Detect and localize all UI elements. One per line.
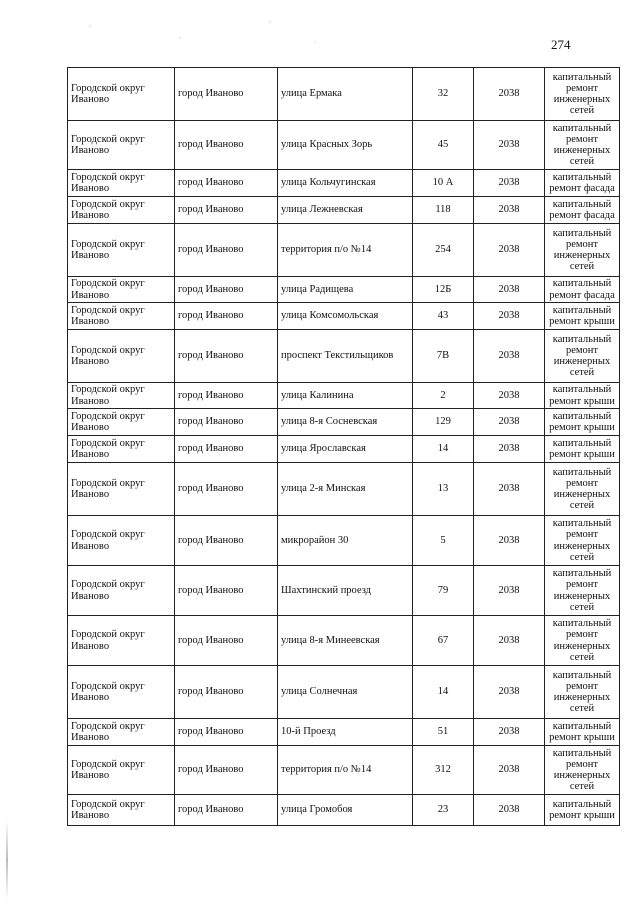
cell-house-number: 79 (413, 566, 474, 616)
cell-city: город Иваново (175, 224, 278, 277)
cell-municipality: Городской округ Иваново (68, 746, 175, 795)
cell-street: улица 8-я Минеевская (278, 616, 413, 666)
cell-municipality: Городской округ Иваново (68, 566, 175, 616)
cell-house-number: 51 (413, 719, 474, 746)
cell-work-type: капитальный ремонт инженерных сетей (545, 68, 620, 121)
table-row (68, 463, 620, 516)
cell-municipality: Городской округ Иваново (68, 121, 175, 170)
cell-street: улица Калинина (278, 383, 413, 409)
table-row (68, 616, 620, 666)
cell-street: Шахтинский проезд (278, 566, 413, 616)
cell-work-type: капитальный ремонт фасада (545, 277, 620, 303)
cell-street: улица Красных Зорь (278, 121, 413, 170)
cell-work-type: капитальный ремонт крыши (545, 719, 620, 746)
cell-municipality: Городской округ Иваново (68, 516, 175, 566)
cell-work-type: капитальный ремонт инженерных сетей (545, 516, 620, 566)
table-row (68, 666, 620, 719)
cell-street: улица Кольчугинская (278, 170, 413, 197)
cell-street: улица 8-я Сосневская (278, 409, 413, 436)
cell-year: 2038 (474, 68, 545, 121)
cell-street: улица Комсомольская (278, 303, 413, 330)
scan-artifact (60, 14, 360, 54)
cell-street: улица Ярославская (278, 436, 413, 463)
cell-year: 2038 (474, 436, 545, 463)
cell-work-type: капитальный ремонт крыши (545, 303, 620, 330)
cell-work-type: капитальный ремонт инженерных сетей (545, 121, 620, 170)
cell-year: 2038 (474, 719, 545, 746)
cell-city: город Иваново (175, 516, 278, 566)
cell-city: город Иваново (175, 746, 278, 795)
cell-city: город Иваново (175, 666, 278, 719)
cell-house-number: 5 (413, 516, 474, 566)
cell-house-number: 14 (413, 436, 474, 463)
cell-street: улица Ермака (278, 68, 413, 121)
table-row (68, 197, 620, 224)
cell-municipality: Городской округ Иваново (68, 383, 175, 409)
cell-municipality: Городской округ Иваново (68, 463, 175, 516)
cell-year: 2038 (474, 197, 545, 224)
cell-street: улица Солнечная (278, 666, 413, 719)
cell-work-type: капитальный ремонт инженерных сетей (545, 746, 620, 795)
cell-work-type: капитальный ремонт фасада (545, 170, 620, 197)
cell-house-number: 45 (413, 121, 474, 170)
cell-municipality: Городской округ Иваново (68, 330, 175, 383)
repair-schedule-table (67, 67, 620, 826)
cell-work-type: капитальный ремонт крыши (545, 409, 620, 436)
cell-work-type: капитальный ремонт инженерных сетей (545, 566, 620, 616)
cell-municipality: Городской округ Иваново (68, 224, 175, 277)
cell-municipality: Городской округ Иваново (68, 719, 175, 746)
cell-municipality: Городской округ Иваново (68, 170, 175, 197)
table-row (68, 746, 620, 795)
cell-city: город Иваново (175, 330, 278, 383)
cell-city: город Иваново (175, 68, 278, 121)
cell-city: город Иваново (175, 121, 278, 170)
cell-city: город Иваново (175, 566, 278, 616)
cell-city: город Иваново (175, 383, 278, 409)
cell-house-number: 118 (413, 197, 474, 224)
cell-street: улица Лежневская (278, 197, 413, 224)
table-row (68, 170, 620, 197)
table-row (68, 277, 620, 303)
cell-house-number: 43 (413, 303, 474, 330)
cell-city: город Иваново (175, 616, 278, 666)
table-row (68, 303, 620, 330)
cell-year: 2038 (474, 463, 545, 516)
cell-municipality: Городской округ Иваново (68, 197, 175, 224)
cell-municipality: Городской округ Иваново (68, 436, 175, 463)
cell-year: 2038 (474, 409, 545, 436)
cell-house-number: 7В (413, 330, 474, 383)
cell-house-number: 32 (413, 68, 474, 121)
cell-house-number: 12Б (413, 277, 474, 303)
cell-house-number: 23 (413, 795, 474, 826)
cell-year: 2038 (474, 330, 545, 383)
cell-street: территория п/о №14 (278, 224, 413, 277)
cell-street: 10-й Проезд (278, 719, 413, 746)
table-row (68, 121, 620, 170)
cell-year: 2038 (474, 795, 545, 826)
cell-work-type: капитальный ремонт крыши (545, 383, 620, 409)
cell-work-type: капитальный ремонт инженерных сетей (545, 463, 620, 516)
cell-work-type: капитальный ремонт инженерных сетей (545, 224, 620, 277)
cell-work-type: капитальный ремонт инженерных сетей (545, 666, 620, 719)
cell-municipality: Городской округ Иваново (68, 409, 175, 436)
cell-year: 2038 (474, 224, 545, 277)
cell-work-type: капитальный ремонт крыши (545, 436, 620, 463)
table-row (68, 409, 620, 436)
cell-street: территория п/о №14 (278, 746, 413, 795)
cell-house-number: 312 (413, 746, 474, 795)
table-row (68, 224, 620, 277)
cell-city: город Иваново (175, 719, 278, 746)
cell-year: 2038 (474, 303, 545, 330)
cell-municipality: Городской округ Иваново (68, 616, 175, 666)
cell-city: город Иваново (175, 197, 278, 224)
cell-street: улица 2-я Минская (278, 463, 413, 516)
cell-year: 2038 (474, 566, 545, 616)
cell-house-number: 10 А (413, 170, 474, 197)
page-number: 274 (551, 37, 571, 52)
cell-house-number: 14 (413, 666, 474, 719)
table-body (68, 68, 620, 826)
table-row (68, 383, 620, 409)
table-row (68, 436, 620, 463)
cell-house-number: 13 (413, 463, 474, 516)
cell-work-type: капитальный ремонт крыши (545, 795, 620, 826)
cell-municipality: Городской округ Иваново (68, 666, 175, 719)
cell-year: 2038 (474, 383, 545, 409)
cell-year: 2038 (474, 170, 545, 197)
cell-year: 2038 (474, 121, 545, 170)
cell-city: город Иваново (175, 277, 278, 303)
cell-city: город Иваново (175, 795, 278, 826)
cell-municipality: Городской округ Иваново (68, 68, 175, 121)
table-row (68, 795, 620, 826)
cell-street: проспект Текстильщиков (278, 330, 413, 383)
cell-city: город Иваново (175, 170, 278, 197)
table-row (68, 516, 620, 566)
table-row (68, 330, 620, 383)
cell-municipality: Городской округ Иваново (68, 277, 175, 303)
cell-street: улица Радищева (278, 277, 413, 303)
cell-municipality: Городской округ Иваново (68, 303, 175, 330)
cell-house-number: 254 (413, 224, 474, 277)
cell-house-number: 67 (413, 616, 474, 666)
cell-work-type: капитальный ремонт инженерных сетей (545, 330, 620, 383)
table-row (68, 566, 620, 616)
scan-edge-shadow (6, 820, 8, 900)
table-row (68, 68, 620, 121)
cell-year: 2038 (474, 516, 545, 566)
cell-year: 2038 (474, 746, 545, 795)
cell-city: город Иваново (175, 409, 278, 436)
cell-house-number: 129 (413, 409, 474, 436)
cell-street: улица Громобоя (278, 795, 413, 826)
cell-house-number: 2 (413, 383, 474, 409)
cell-street: микрорайон 30 (278, 516, 413, 566)
table-row (68, 719, 620, 746)
cell-work-type: капитальный ремонт фасада (545, 197, 620, 224)
cell-year: 2038 (474, 616, 545, 666)
cell-work-type: капитальный ремонт инженерных сетей (545, 616, 620, 666)
cell-year: 2038 (474, 666, 545, 719)
cell-city: город Иваново (175, 463, 278, 516)
cell-municipality: Городской округ Иваново (68, 795, 175, 826)
cell-year: 2038 (474, 277, 545, 303)
cell-city: город Иваново (175, 303, 278, 330)
cell-city: город Иваново (175, 436, 278, 463)
